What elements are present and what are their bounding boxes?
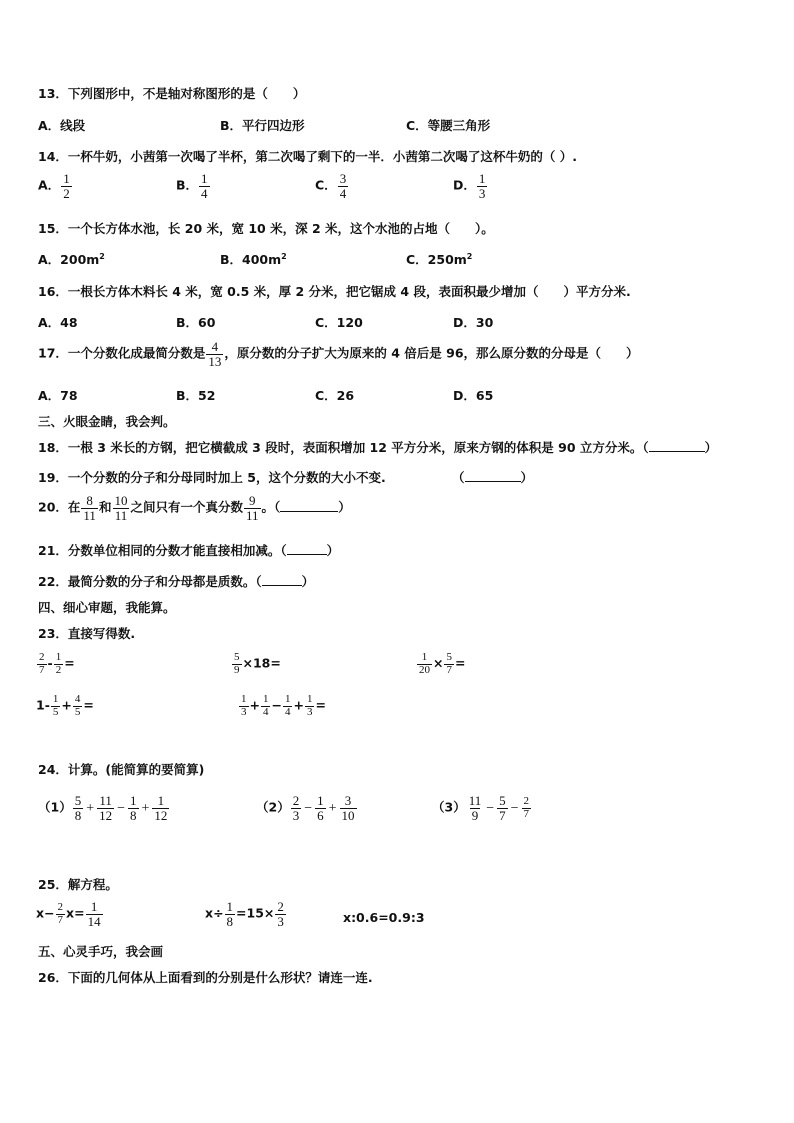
q15-option-a bbox=[38, 250, 105, 268]
operator: + bbox=[249, 697, 260, 713]
fraction bbox=[54, 652, 64, 676]
option-label: D． bbox=[453, 177, 476, 193]
operator: − bbox=[304, 800, 313, 816]
superscript: 2 bbox=[466, 251, 473, 261]
denominator: 8 bbox=[130, 807, 137, 823]
q25-equation-2 bbox=[205, 900, 287, 928]
numerator: 5 bbox=[499, 793, 506, 808]
numerator: 1 bbox=[421, 651, 428, 663]
fraction bbox=[244, 494, 261, 522]
numerator: 8 bbox=[86, 493, 93, 508]
paren: ） bbox=[326, 543, 340, 558]
operator: + bbox=[141, 800, 150, 816]
paren: （ bbox=[255, 574, 262, 589]
q19-text bbox=[38, 468, 386, 486]
denominator: 7 bbox=[39, 663, 45, 676]
q13-option-c: C．等腰三角形 bbox=[406, 118, 491, 133]
denominator: 2 bbox=[55, 663, 62, 676]
answer-blank[interactable] bbox=[649, 451, 705, 452]
operator: + bbox=[293, 697, 304, 713]
q25-equation-3: x:0.6=0.9:3 bbox=[343, 910, 425, 925]
denominator: 7 bbox=[499, 807, 506, 823]
q15-option-b bbox=[220, 250, 287, 268]
section-4-heading: 四、细心审题，我能算。 bbox=[38, 600, 176, 615]
fraction bbox=[97, 794, 114, 822]
fraction bbox=[340, 794, 357, 822]
denominator: 8 bbox=[226, 913, 234, 929]
denominator: 13 bbox=[208, 353, 222, 369]
operator: − bbox=[486, 800, 495, 816]
q18-text bbox=[38, 438, 717, 456]
operator: + bbox=[61, 697, 72, 713]
q17-option-b: B．52 bbox=[176, 388, 216, 403]
fraction bbox=[239, 694, 249, 718]
numerator: 1 bbox=[226, 899, 234, 914]
fraction bbox=[417, 652, 432, 676]
fraction bbox=[497, 794, 508, 822]
q24-text: 24．计算。(能简算的要简算) bbox=[38, 762, 205, 777]
option-label: A．200m bbox=[38, 252, 100, 267]
numerator: 1 bbox=[478, 171, 486, 186]
q20-mid2: 之间只有一个真分数 bbox=[130, 499, 243, 515]
problem-label: （1） bbox=[38, 799, 72, 815]
fraction bbox=[51, 694, 61, 718]
numerator: 1 bbox=[130, 793, 137, 808]
equals: = bbox=[64, 655, 75, 671]
numerator: 11 bbox=[99, 793, 112, 808]
equals: = bbox=[454, 655, 466, 671]
numerator: 5 bbox=[74, 793, 82, 808]
numerator: 2 bbox=[523, 795, 530, 808]
denominator: 20 bbox=[419, 663, 430, 676]
numerator: 4 bbox=[74, 693, 81, 705]
q22-body: 22．最简分数的分子和分母都是质数。 bbox=[38, 574, 256, 589]
denominator: 12 bbox=[99, 807, 113, 823]
q25-equation-1 bbox=[36, 900, 104, 928]
fraction bbox=[128, 794, 139, 822]
denominator: 4 bbox=[284, 705, 291, 718]
q17-option-d: D．65 bbox=[453, 388, 494, 403]
expression-lead: 1- bbox=[36, 697, 50, 713]
q23-expr-4 bbox=[36, 694, 94, 718]
fraction bbox=[444, 652, 454, 676]
q23-text: 23．直接写得数. bbox=[38, 626, 136, 641]
numerator: 10 bbox=[114, 493, 128, 508]
denominator: 8 bbox=[74, 807, 82, 823]
answer-blank[interactable] bbox=[465, 481, 521, 482]
fraction bbox=[206, 340, 223, 368]
fraction bbox=[338, 172, 349, 200]
denominator: 9 bbox=[471, 807, 479, 823]
q20-pre: 20．在 bbox=[38, 499, 81, 515]
q14-option-a bbox=[38, 172, 73, 200]
denominator: 3 bbox=[306, 705, 313, 718]
q16-option-c: C．120 bbox=[315, 315, 363, 330]
q17-option-a: A．78 bbox=[38, 388, 78, 403]
denominator: 3 bbox=[478, 185, 486, 201]
fraction bbox=[152, 794, 169, 822]
fraction bbox=[315, 794, 326, 822]
numerator: 9 bbox=[248, 493, 256, 508]
operator: − bbox=[510, 800, 519, 816]
section-5-heading: 五、心灵手巧，我会画 bbox=[38, 944, 164, 959]
numerator: 1 bbox=[201, 171, 208, 186]
q14-option-c bbox=[315, 172, 349, 200]
superscript: 2 bbox=[281, 251, 287, 261]
operator: - bbox=[47, 655, 53, 671]
fraction bbox=[61, 172, 72, 200]
denominator: 10 bbox=[341, 807, 355, 823]
q16-option-b: B．60 bbox=[176, 315, 216, 330]
equation-mid: x= bbox=[66, 905, 85, 921]
q19-body: 19．一个分数的分子和分母同时加上 5，这个分数的大小不变. bbox=[38, 470, 386, 485]
numerator: 1 bbox=[157, 793, 165, 808]
denominator: 5 bbox=[74, 705, 81, 718]
q23-expr-1 bbox=[36, 652, 75, 676]
numerator: 1 bbox=[241, 693, 247, 705]
operator: − bbox=[117, 800, 126, 816]
q14-text: 14．一杯牛奶，小茜第一次喝了半杯，第二次喝了剩下的一半．小茜第二次喝了这杯牛奶的（ ）. bbox=[38, 149, 577, 164]
problem-label: （3） bbox=[432, 799, 466, 815]
numerator: 1 bbox=[284, 693, 291, 705]
section-3-heading: 三、火眼金睛，我会判。 bbox=[38, 414, 176, 429]
equation-lead: x÷ bbox=[205, 905, 224, 921]
paren: ） bbox=[338, 499, 351, 515]
fraction bbox=[73, 694, 83, 718]
denominator: 3 bbox=[241, 705, 247, 718]
fraction bbox=[37, 652, 47, 676]
fraction bbox=[291, 794, 302, 822]
q18-body: 18．一根 3 米长的方钢，把它横截成 3 段时，表面积增加 12 平方分米，原来方钢的体积是 90 立方分米。（ bbox=[38, 440, 649, 455]
paren: （ bbox=[274, 499, 281, 515]
q19-answer bbox=[452, 468, 533, 486]
numerator: 1 bbox=[262, 693, 269, 705]
denominator: 11 bbox=[83, 507, 96, 523]
denominator: 2 bbox=[63, 185, 70, 201]
answer-blank[interactable] bbox=[287, 554, 327, 555]
q20-post: 。 bbox=[261, 499, 275, 515]
numerator: 3 bbox=[339, 171, 347, 186]
equation-mid: =15× bbox=[236, 905, 275, 921]
answer-blank[interactable] bbox=[262, 585, 302, 586]
fraction bbox=[81, 494, 98, 522]
denominator: 11 bbox=[114, 507, 128, 523]
numerator: 2 bbox=[292, 793, 300, 808]
superscript: 2 bbox=[99, 251, 105, 261]
fraction bbox=[275, 900, 286, 928]
equals: = bbox=[83, 697, 94, 713]
q17-post: ，原分数的分子扩大为原来的 4 倍后是 96，那么原分数的分母是（ ） bbox=[224, 345, 639, 361]
denominator: 7 bbox=[523, 807, 530, 820]
fraction bbox=[467, 794, 484, 822]
fraction bbox=[261, 694, 271, 718]
q24-problem-3 bbox=[432, 794, 532, 822]
q22-text bbox=[38, 572, 314, 590]
denominator: 4 bbox=[339, 185, 347, 201]
numerator: 2 bbox=[57, 901, 64, 914]
numerator: 2 bbox=[39, 651, 45, 663]
option-label: B．400m bbox=[220, 252, 282, 267]
q14-option-b bbox=[176, 172, 211, 200]
q23-expr-2 bbox=[231, 652, 281, 676]
operator: + bbox=[328, 800, 337, 816]
numerator: 1 bbox=[52, 693, 59, 705]
fraction bbox=[86, 900, 103, 928]
fraction bbox=[225, 900, 236, 928]
numerator: 5 bbox=[234, 651, 240, 663]
operator: − bbox=[271, 697, 282, 713]
q17-pre: 17．一个分数化成最简分数是 bbox=[38, 345, 206, 361]
numerator: 4 bbox=[211, 339, 219, 354]
paren: （ bbox=[452, 470, 465, 485]
numerator: 2 bbox=[277, 899, 284, 914]
fraction bbox=[477, 172, 488, 200]
q23-expr-5 bbox=[238, 694, 326, 718]
q24-problem-2 bbox=[256, 794, 358, 822]
denominator: 9 bbox=[234, 663, 240, 676]
paren: （ bbox=[280, 543, 287, 558]
q16-option-d: D．30 bbox=[453, 315, 494, 330]
option-label: A． bbox=[38, 177, 61, 193]
denominator: 14 bbox=[87, 913, 101, 929]
q26-text: 26．下面的几何体从上面看到的分别是什么形状？请连一连. bbox=[38, 970, 373, 985]
fraction bbox=[199, 172, 210, 200]
q21-body: 21．分数单位相同的分数才能直接相加减。 bbox=[38, 543, 281, 558]
numerator: 3 bbox=[344, 793, 352, 808]
fraction bbox=[112, 494, 129, 522]
denominator: 6 bbox=[317, 807, 324, 823]
paren: ） bbox=[704, 440, 718, 455]
q16-option-a: A．48 bbox=[38, 315, 78, 330]
fraction bbox=[73, 794, 84, 822]
denominator: 3 bbox=[277, 913, 284, 929]
q25-text: 25．解方程。 bbox=[38, 877, 118, 892]
paren: ） bbox=[520, 470, 534, 485]
fraction bbox=[522, 796, 532, 820]
q15-text: 15．一个长方体水池，长 20 米，宽 10 米，深 2 米，这个水池的占地（ ）。 bbox=[38, 221, 494, 236]
option-label: C．250m bbox=[406, 252, 467, 267]
numerator: 1 bbox=[63, 171, 70, 186]
q15-option-c bbox=[406, 250, 472, 268]
q13-option-a: A．线段 bbox=[38, 118, 86, 133]
denominator: 4 bbox=[201, 185, 208, 201]
q20-text bbox=[38, 494, 351, 522]
q20-mid: 和 bbox=[98, 499, 112, 515]
problem-label: （2） bbox=[256, 799, 290, 815]
q21-text bbox=[38, 541, 339, 559]
fraction bbox=[56, 902, 66, 926]
q23-expr-3 bbox=[416, 652, 465, 676]
q13-text: 13．下列图形中，不是轴对称图形的是（ ） bbox=[38, 86, 306, 101]
operator: + bbox=[86, 800, 95, 816]
denominator: 11 bbox=[245, 507, 259, 523]
denominator: 7 bbox=[446, 663, 452, 676]
fraction bbox=[232, 652, 242, 676]
q24-problem-1 bbox=[38, 794, 170, 822]
expression-tail: ×18= bbox=[242, 655, 281, 671]
q17-text bbox=[38, 340, 639, 368]
option-label: B． bbox=[176, 177, 199, 193]
numerator: 1 bbox=[317, 793, 324, 808]
numerator: 1 bbox=[306, 693, 313, 705]
denominator: 3 bbox=[292, 807, 300, 823]
answer-blank[interactable] bbox=[280, 511, 338, 512]
numerator: 1 bbox=[90, 899, 98, 914]
equation-lead: x− bbox=[36, 905, 55, 921]
denominator: 5 bbox=[52, 705, 59, 718]
fraction bbox=[305, 694, 315, 718]
denominator: 7 bbox=[57, 913, 64, 926]
option-label: C． bbox=[315, 177, 337, 193]
numerator: 5 bbox=[446, 651, 452, 663]
fraction bbox=[283, 694, 293, 718]
numerator: 1 bbox=[55, 651, 62, 663]
operator: × bbox=[433, 655, 444, 671]
numerator: 11 bbox=[468, 793, 482, 808]
paren: ） bbox=[301, 574, 315, 589]
q17-option-c: C．26 bbox=[315, 388, 355, 403]
q13-option-b: B．平行四边形 bbox=[220, 118, 305, 133]
q16-text: 16．一根长方体木料长 4 米，宽 0.5 米，厚 2 分米，把它锯成 4 段，表面积最少增加（ ）平方分米. bbox=[38, 284, 631, 299]
denominator: 4 bbox=[262, 705, 269, 718]
denominator: 12 bbox=[154, 807, 168, 823]
equals: = bbox=[315, 697, 326, 713]
q14-option-d bbox=[453, 172, 488, 200]
